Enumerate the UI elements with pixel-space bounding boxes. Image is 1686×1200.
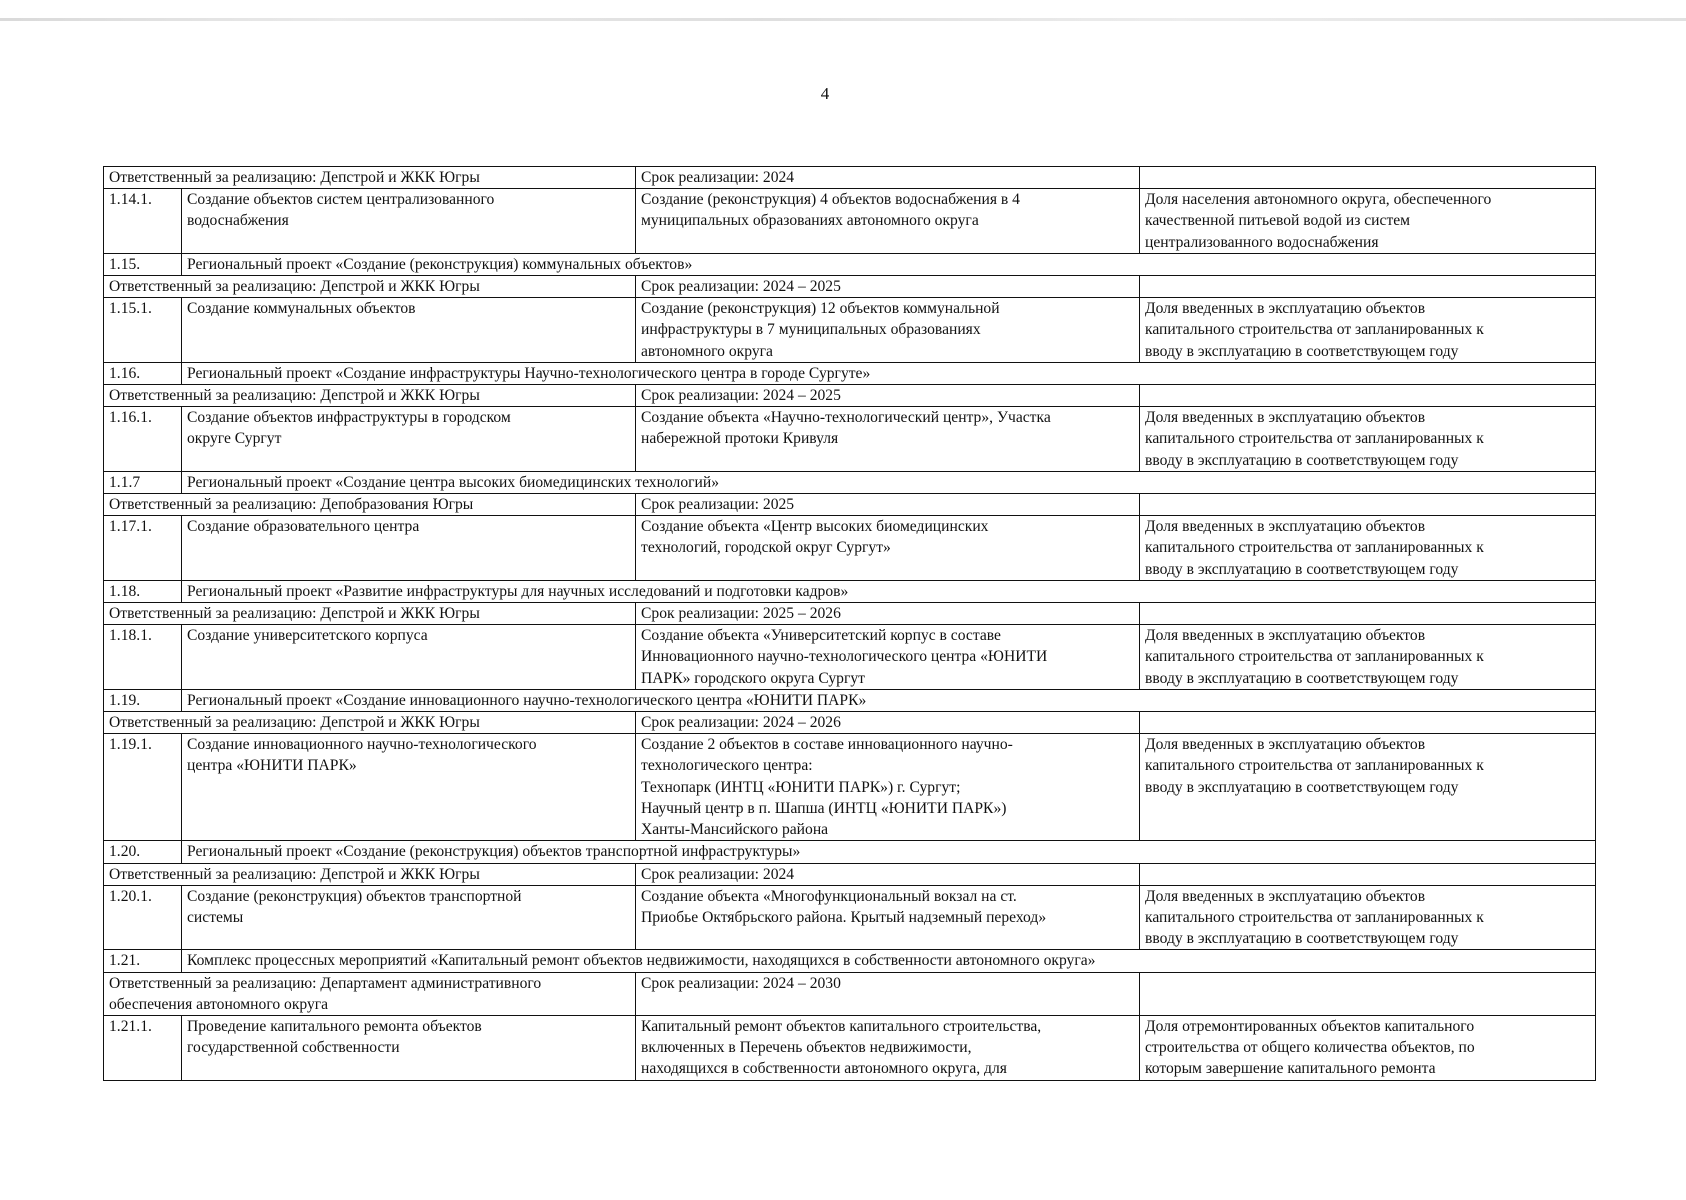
measure-result: Создание (реконструкция) 4 объектов водоснабжения в 4 муниципальных образованиях автономного округа [636, 189, 1140, 254]
responsible-row [104, 276, 1596, 298]
empty-cell [1140, 712, 1596, 734]
measure-name: Создание объектов систем централизованного водоснабжения [182, 189, 636, 254]
measure-number: 1.15.1. [104, 298, 182, 363]
measure-row [104, 516, 1596, 581]
responsible-row [104, 863, 1596, 885]
project-number: 1.16. [104, 362, 182, 384]
measure-indicator: Доля введенных в эксплуатацию объектов капитального строительства от запланированных к вводу в эксплуатацию в соответствующем году [1140, 885, 1596, 950]
measure-number: 1.17.1. [104, 516, 182, 581]
measure-name: Создание университетского корпуса [182, 625, 636, 690]
project-number: 1.21. [104, 950, 182, 972]
term-cell: Срок реализации: 2025 [636, 494, 1140, 516]
responsible-cell: Ответственный за реализацию: Депстрой и ЖКК Югры [104, 863, 636, 885]
project-title: Региональный проект «Создание инновационного научно-технологического центра «ЮНИТИ ПАРК» [182, 689, 1596, 711]
term-cell: Срок реализации: 2025 – 2026 [636, 603, 1140, 625]
measure-result: Создание 2 объектов в составе инновационного научно- технологического центра: Технопарк (ИНТЦ «ЮНИТИ ПАРК») г. Сургут; Научный центр в п. Шапша (ИНТЦ «ЮНИТИ ПАРК») Ханты-Мансийского района [636, 734, 1140, 841]
responsible-row [104, 494, 1596, 516]
project-header-row [104, 253, 1596, 275]
project-title: Региональный проект «Создание (реконструкция) коммунальных объектов» [182, 253, 1596, 275]
responsible-row [104, 603, 1596, 625]
measure-row [104, 734, 1596, 841]
empty-cell [1140, 972, 1596, 1015]
measure-indicator: Доля введенных в эксплуатацию объектов капитального строительства от запланированных к вводу в эксплуатацию в соответствующем году [1140, 625, 1596, 690]
responsible-cell: Ответственный за реализацию: Депобразования Югры [104, 494, 636, 516]
measure-result: Создание объекта «Центр высоких биомедицинских технологий, городской округ Сургут» [636, 516, 1140, 581]
measure-result: Создание объекта «Многофункциональный вокзал на ст. Приобье Октябрьского района. Крытый надземный переход» [636, 885, 1140, 950]
measure-name: Создание коммунальных объектов [182, 298, 636, 363]
measure-result: Создание объекта «Университетский корпус в составе Инновационного научно-технологического центра «ЮНИТИ ПАРК» городского округа Сургут [636, 625, 1140, 690]
project-title: Региональный проект «Создание инфраструктуры Научно-технологического центра в городе Сургуте» [182, 362, 1596, 384]
project-title: Региональный проект «Создание (реконструкция) объектов транспортной инфраструктуры» [182, 841, 1596, 863]
project-number: 1.15. [104, 253, 182, 275]
responsible-row [104, 167, 1596, 189]
empty-cell [1140, 167, 1596, 189]
measure-indicator: Доля отремонтированных объектов капитального строительства от общего количества объектов, по которым завершение капитального ремонта [1140, 1015, 1596, 1080]
measure-number: 1.18.1. [104, 625, 182, 690]
measure-name: Создание инновационного научно-технологического центра «ЮНИТИ ПАРК» [182, 734, 636, 841]
measure-name: Создание (реконструкция) объектов транспортной системы [182, 885, 636, 950]
empty-cell [1140, 494, 1596, 516]
measure-indicator: Доля введенных в эксплуатацию объектов капитального строительства от запланированных к вводу в эксплуатацию в соответствующем году [1140, 298, 1596, 363]
project-number: 1.18. [104, 580, 182, 602]
measure-row [104, 625, 1596, 690]
measure-indicator: Доля населения автономного округа, обеспеченного качественной питьевой водой из систем централизованного водоснабжения [1140, 189, 1596, 254]
project-number: 1.19. [104, 689, 182, 711]
measure-result: Создание объекта «Научно-технологический центр», Участка набережной протоки Кривуля [636, 407, 1140, 472]
measure-name: Создание образовательного центра [182, 516, 636, 581]
measure-row [104, 298, 1596, 363]
responsible-cell: Ответственный за реализацию: Депстрой и ЖКК Югры [104, 603, 636, 625]
project-header-row [104, 362, 1596, 384]
measure-indicator: Доля введенных в эксплуатацию объектов капитального строительства от запланированных к вводу в эксплуатацию в соответствующем году [1140, 734, 1596, 841]
measure-row [104, 885, 1596, 950]
project-number: 1.20. [104, 841, 182, 863]
measure-name: Проведение капитального ремонта объектов государственной собственности [182, 1015, 636, 1080]
measure-result: Создание (реконструкция) 12 объектов коммунальной инфраструктуры в 7 муниципальных образованиях автономного округа [636, 298, 1140, 363]
page-number: 4 [820, 84, 830, 103]
responsible-cell: Ответственный за реализацию: Депстрой и ЖКК Югры [104, 276, 636, 298]
project-header-row [104, 580, 1596, 602]
empty-cell [1140, 863, 1596, 885]
measure-result: Капитальный ремонт объектов капитального строительства, включенных в Перечень объектов недвижимости, находящихся в собственности автономного округа, для [636, 1015, 1140, 1080]
project-title: Комплекс процессных мероприятий «Капитальный ремонт объектов недвижимости, находящихся в собственности автономного округа» [182, 950, 1596, 972]
responsible-cell: Ответственный за реализацию: Департамент административного обеспечения автономного округа [104, 972, 636, 1015]
responsible-cell: Ответственный за реализацию: Депстрой и ЖКК Югры [104, 167, 636, 189]
measure-indicator: Доля введенных в эксплуатацию объектов капитального строительства от запланированных к вводу в эксплуатацию в соответствующем году [1140, 516, 1596, 581]
program-table-body [104, 167, 1596, 1081]
project-header-row [104, 841, 1596, 863]
measure-row [104, 407, 1596, 472]
empty-cell [1140, 276, 1596, 298]
term-cell: Срок реализации: 2024 – 2030 [636, 972, 1140, 1015]
term-cell: Срок реализации: 2024 – 2026 [636, 712, 1140, 734]
scan-edge [0, 18, 1686, 21]
measure-indicator: Доля введенных в эксплуатацию объектов капитального строительства от запланированных к вводу в эксплуатацию в соответствующем году [1140, 407, 1596, 472]
measure-number: 1.19.1. [104, 734, 182, 841]
project-header-row [104, 471, 1596, 493]
responsible-row [104, 972, 1596, 1015]
project-header-row [104, 950, 1596, 972]
responsible-row [104, 385, 1596, 407]
term-cell: Срок реализации: 2024 [636, 167, 1140, 189]
responsible-cell: Ответственный за реализацию: Депстрой и ЖКК Югры [104, 712, 636, 734]
measure-row [104, 189, 1596, 254]
program-table [103, 166, 1596, 1081]
empty-cell [1140, 603, 1596, 625]
measure-row [104, 1015, 1596, 1080]
empty-cell [1140, 385, 1596, 407]
project-title: Региональный проект «Развитие инфраструктуры для научных исследований и подготовки кадров» [182, 580, 1596, 602]
term-cell: Срок реализации: 2024 [636, 863, 1140, 885]
project-number: 1.1.7 [104, 471, 182, 493]
project-header-row [104, 689, 1596, 711]
responsible-row [104, 712, 1596, 734]
measure-number: 1.16.1. [104, 407, 182, 472]
project-title: Региональный проект «Создание центра высоких биомедицинских технологий» [182, 471, 1596, 493]
measure-number: 1.21.1. [104, 1015, 182, 1080]
responsible-cell: Ответственный за реализацию: Депстрой и ЖКК Югры [104, 385, 636, 407]
measure-name: Создание объектов инфраструктуры в городском округе Сургут [182, 407, 636, 472]
measure-number: 1.14.1. [104, 189, 182, 254]
term-cell: Срок реализации: 2024 – 2025 [636, 385, 1140, 407]
measure-number: 1.20.1. [104, 885, 182, 950]
term-cell: Срок реализации: 2024 – 2025 [636, 276, 1140, 298]
